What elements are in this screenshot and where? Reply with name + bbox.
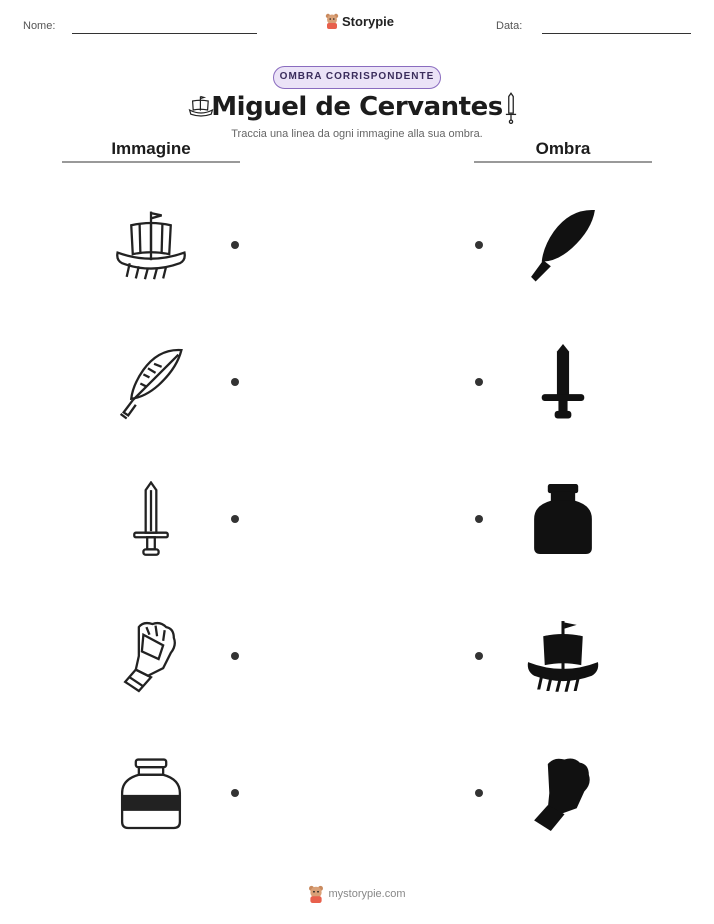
footer [0,885,714,903]
date-line[interactable] [542,33,691,34]
sword-silhouette-icon[interactable] [525,344,601,420]
right-dot-3[interactable] [475,515,483,523]
gauntlet-silhouette-icon[interactable] [525,755,601,831]
brand-name: Storypie [342,13,395,29]
page-title: Miguel de Cervantes [211,92,503,122]
left-dot-5[interactable] [231,789,239,797]
right-dot-2[interactable] [475,378,483,386]
left-dot-1[interactable] [231,241,239,249]
column-underline-shadow [474,161,652,163]
name-label: Nome: [23,20,56,32]
ship-icon[interactable] [113,207,189,283]
title-sword-icon [504,92,518,124]
inkwell-silhouette-icon[interactable] [525,481,601,557]
right-dot-1[interactable] [475,241,483,249]
activity-badge: OMBRA CORRISPONDENTE [273,66,441,89]
name-line[interactable] [72,33,257,34]
left-dot-2[interactable] [231,378,239,386]
right-dot-5[interactable] [475,789,483,797]
column-underline-image [62,161,240,163]
quill-silhouette-icon[interactable] [525,207,601,283]
left-dot-4[interactable] [231,652,239,660]
quill-icon[interactable] [113,344,189,420]
sword-icon[interactable] [113,481,189,557]
left-dot-3[interactable] [231,515,239,523]
inkwell-icon[interactable] [113,755,189,831]
column-header-image: Immagine [111,139,191,158]
date-label: Data: [496,20,523,32]
footer-bear-icon [308,885,324,903]
instructions: Traccia una linea da ogni immagine alla sua ombra. [231,128,483,140]
brand-logo [325,13,394,29]
bear-icon [325,13,339,29]
footer-url[interactable]: mystorypie.com [328,888,406,900]
column-header-shadow: Ombra [535,139,591,158]
gauntlet-icon[interactable] [113,618,189,694]
right-dot-4[interactable] [475,652,483,660]
ship-silhouette-icon[interactable] [525,618,601,694]
